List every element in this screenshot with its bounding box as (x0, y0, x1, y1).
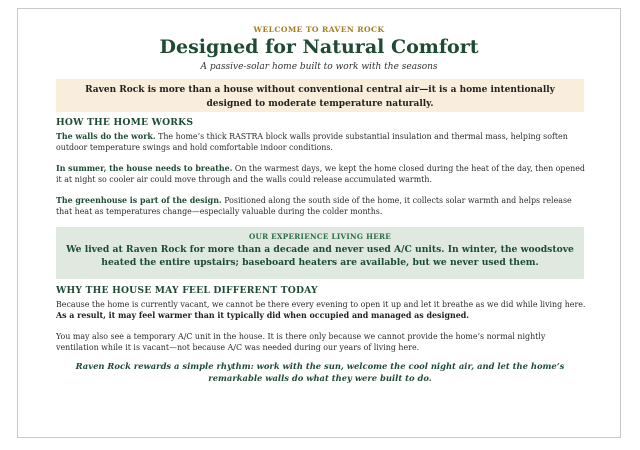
how-item-lead: The walls do the work. (56, 132, 156, 141)
experience-callout (56, 227, 584, 279)
how-item-lead: The greenhouse is part of the design. (56, 196, 222, 205)
why-paragraph-1 (56, 299, 590, 321)
closing-statement: Raven Rock rewards a simple rhythm: work with the sun, welcome the cool night air, and let the home’s remarkable walls do what they were built to do. (75, 361, 565, 383)
why-p1-text: Because the home is currently vacant, we cannot be there every evening to open it up and let it breathe as we did while living here. (56, 300, 586, 309)
welcome-kicker: WELCOME TO RAVEN ROCK (253, 25, 385, 34)
experience-text: We lived at Raven Rock for more than a decade and never used A/C units. In winter, the woodstove heated the entire upstairs; baseboard heaters are available, but we never used them. (66, 244, 574, 268)
why-p2-text: You may also see a temporary A/C unit in the house. It is there only because we cannot provide the home’s normal nightly ventilation while it is vacant—not because A/C was needed during our years of living here. (56, 332, 546, 353)
intro-text: Raven Rock is more than a house without conventional central air—it is a home intentionally designed to moderate temperature naturally. (85, 85, 555, 109)
how-item-text: The home’s thick RASTRA block walls provide substantial insulation and thermal mass, helping soften outdoor temperature swings and hold comfortable indoor conditions. (56, 132, 568, 153)
page-subtitle: A passive-solar home built to work with the seasons (200, 62, 438, 72)
how-item-text: On the warmest days, we kept the home closed during the heat of the day, then opened it at night so cooler air could move through and the walls could release accumulated warmth. (56, 164, 585, 185)
why-paragraph-2 (56, 331, 590, 353)
why-heading: WHY THE HOUSE MAY FEEL DIFFERENT TODAY (56, 285, 318, 296)
how-item-lead: In summer, the house needs to breathe. (56, 164, 233, 173)
how-item-greenhouse (56, 195, 590, 217)
why-p1-emphasis: As a result, it may feel warmer than it typically did when occupied and managed as designed. (56, 311, 469, 321)
how-heading: HOW THE HOME WORKS (56, 117, 194, 128)
how-item-text: Positioned along the south side of the home, it collects solar warmth and helps release that heat as temperatures change—especially valuable during the colder months. (56, 196, 572, 217)
flyer-page (17, 8, 621, 438)
intro-callout (56, 79, 584, 112)
page-title: Designed for Natural Comfort (159, 36, 479, 58)
how-item-walls (56, 131, 590, 153)
experience-kicker: OUR EXPERIENCE LIVING HERE (248, 232, 392, 241)
how-item-summer (56, 163, 590, 185)
